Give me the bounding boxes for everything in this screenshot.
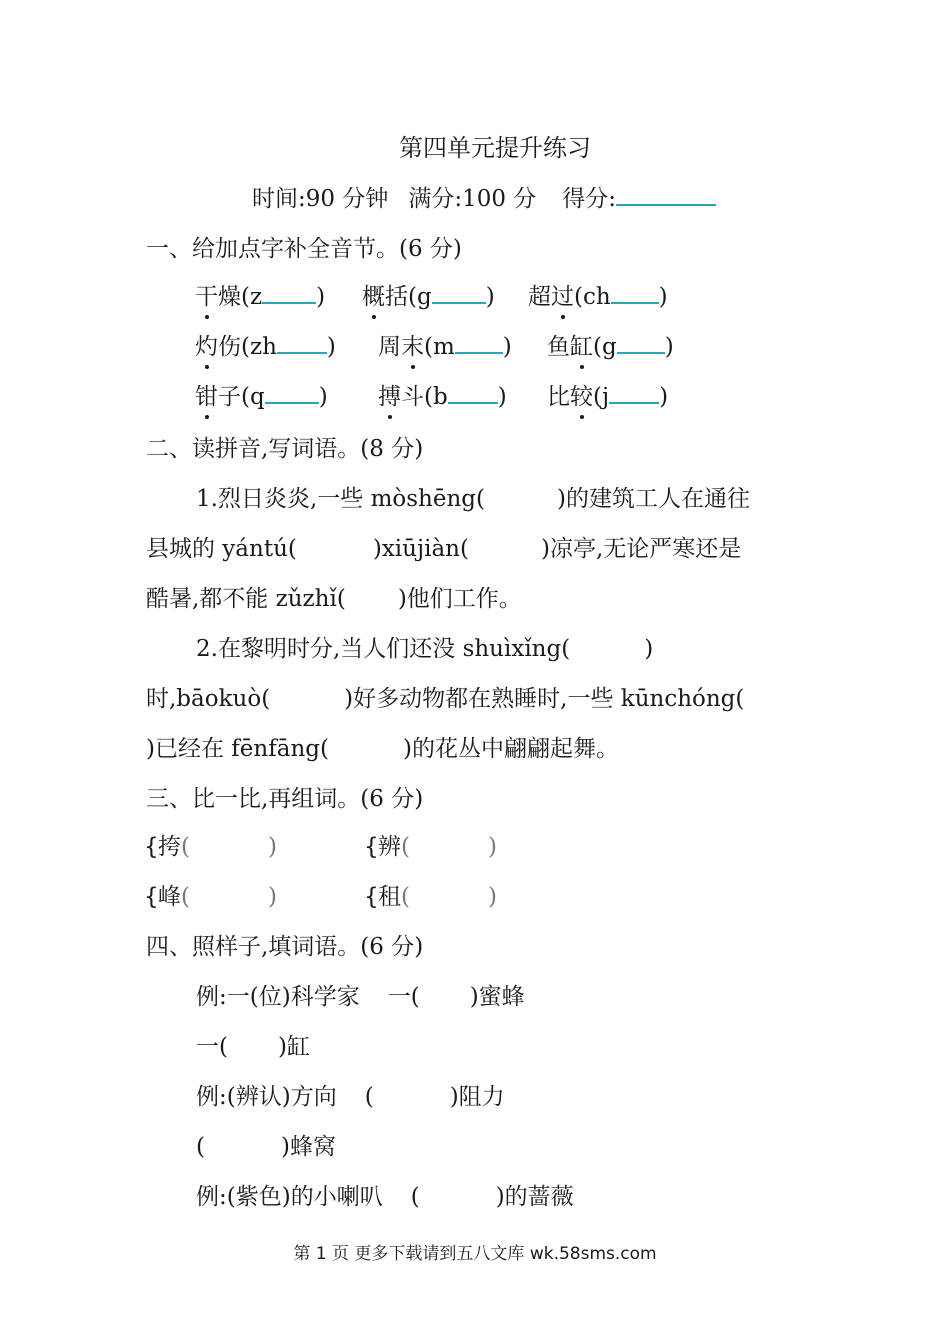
dotted-char: 概 [362,284,385,310]
example-line: 例:(紫色)的小喇叭 ( )的蔷薇 [196,1184,574,1210]
dotted-char: 搏 [378,384,401,410]
dotted-char: 过 [551,284,574,310]
page-title: 第四单元提升练习 [399,134,591,162]
section-3-heading: 三、比一比,再组词。(6 分) [146,786,424,812]
section-4-heading: 四、照样子,填词语。(6 分) [146,934,424,960]
pinyin-item: 超过(ch ) [528,284,668,310]
answer-blank[interactable] [262,282,316,304]
passage-line: 县城的 yántú( )xiūjiàn( )凉亭,无论严寒还是 [146,536,742,562]
answer-blank[interactable] [265,382,319,404]
example-line: 一( )缸 [196,1034,310,1060]
example-line: ( )蜂窝 [196,1134,336,1160]
time-label: 时间:90 分钟 [252,186,389,212]
example-line: 例:(辨认)方向 ( )阻力 [196,1084,505,1110]
compare-item: {峰( ) [144,884,277,910]
passage-line: )已经在 fēnfāng( )的花丛中翩翩起舞。 [146,736,619,762]
dotted-char: 灼 [195,334,218,360]
pinyin-item: 鱼缸(g ) [547,334,674,360]
score-blank[interactable] [616,184,716,206]
brace-icon: { [364,884,379,910]
pinyin-item: 概括(g ) [362,284,495,310]
passage-line: 酷暑,都不能 zǔzhǐ( )他们工作。 [146,586,522,612]
exam-info [252,184,716,214]
compare-item: {辨( ) [364,834,497,860]
answer-blank[interactable] [609,382,659,404]
answer-blank[interactable] [277,332,327,354]
answer-blank[interactable] [455,332,503,354]
dotted-char: 较 [570,384,593,410]
pinyin-item: 搏斗(b ) [378,384,507,410]
brace-icon: { [364,834,379,860]
example-line: 例:一(位)科学家 一( )蜜蜂 [196,984,525,1010]
answer-blank[interactable] [617,332,665,354]
answer-blank[interactable] [448,382,498,404]
score-label: 得分: [562,186,617,212]
section-2-heading: 二、读拼音,写词语。(8 分) [146,436,424,462]
dotted-char: 钳 [195,384,218,410]
section-1-heading: 一、给加点字补全音节。(6 分) [146,236,462,262]
pinyin-item: 灼伤(zh ) [195,334,336,360]
pinyin-item: 比较(j ) [547,384,669,410]
dotted-char: 缸 [570,334,593,360]
passage-line: 时,bāokuò( )好多动物都在熟睡时,一些 kūnchóng( [146,686,745,712]
passage-line: 1.烈日炎炎,一些 mòshēng( )的建筑工人在通往 [196,486,750,512]
pinyin-item: 周末(m ) [378,334,512,360]
brace-icon: { [144,884,159,910]
dotted-char: 干 [195,284,218,310]
page-footer: 第 1 页 更多下载请到五八文库 wk.58sms.com [293,1244,657,1264]
pinyin-item: 干燥(z ) [195,284,326,310]
passage-line: 2.在黎明时分,当人们还没 shuìxǐng( ) [196,636,654,662]
brace-icon: { [144,834,159,860]
compare-item: {租( ) [364,884,497,910]
compare-item: {挎( ) [144,834,277,860]
answer-blank[interactable] [611,282,659,304]
dotted-char: 末 [401,334,424,360]
full-score-label: 满分:100 分 [408,186,537,212]
answer-blank[interactable] [432,282,486,304]
pinyin-item: 钳子(q ) [195,384,328,410]
